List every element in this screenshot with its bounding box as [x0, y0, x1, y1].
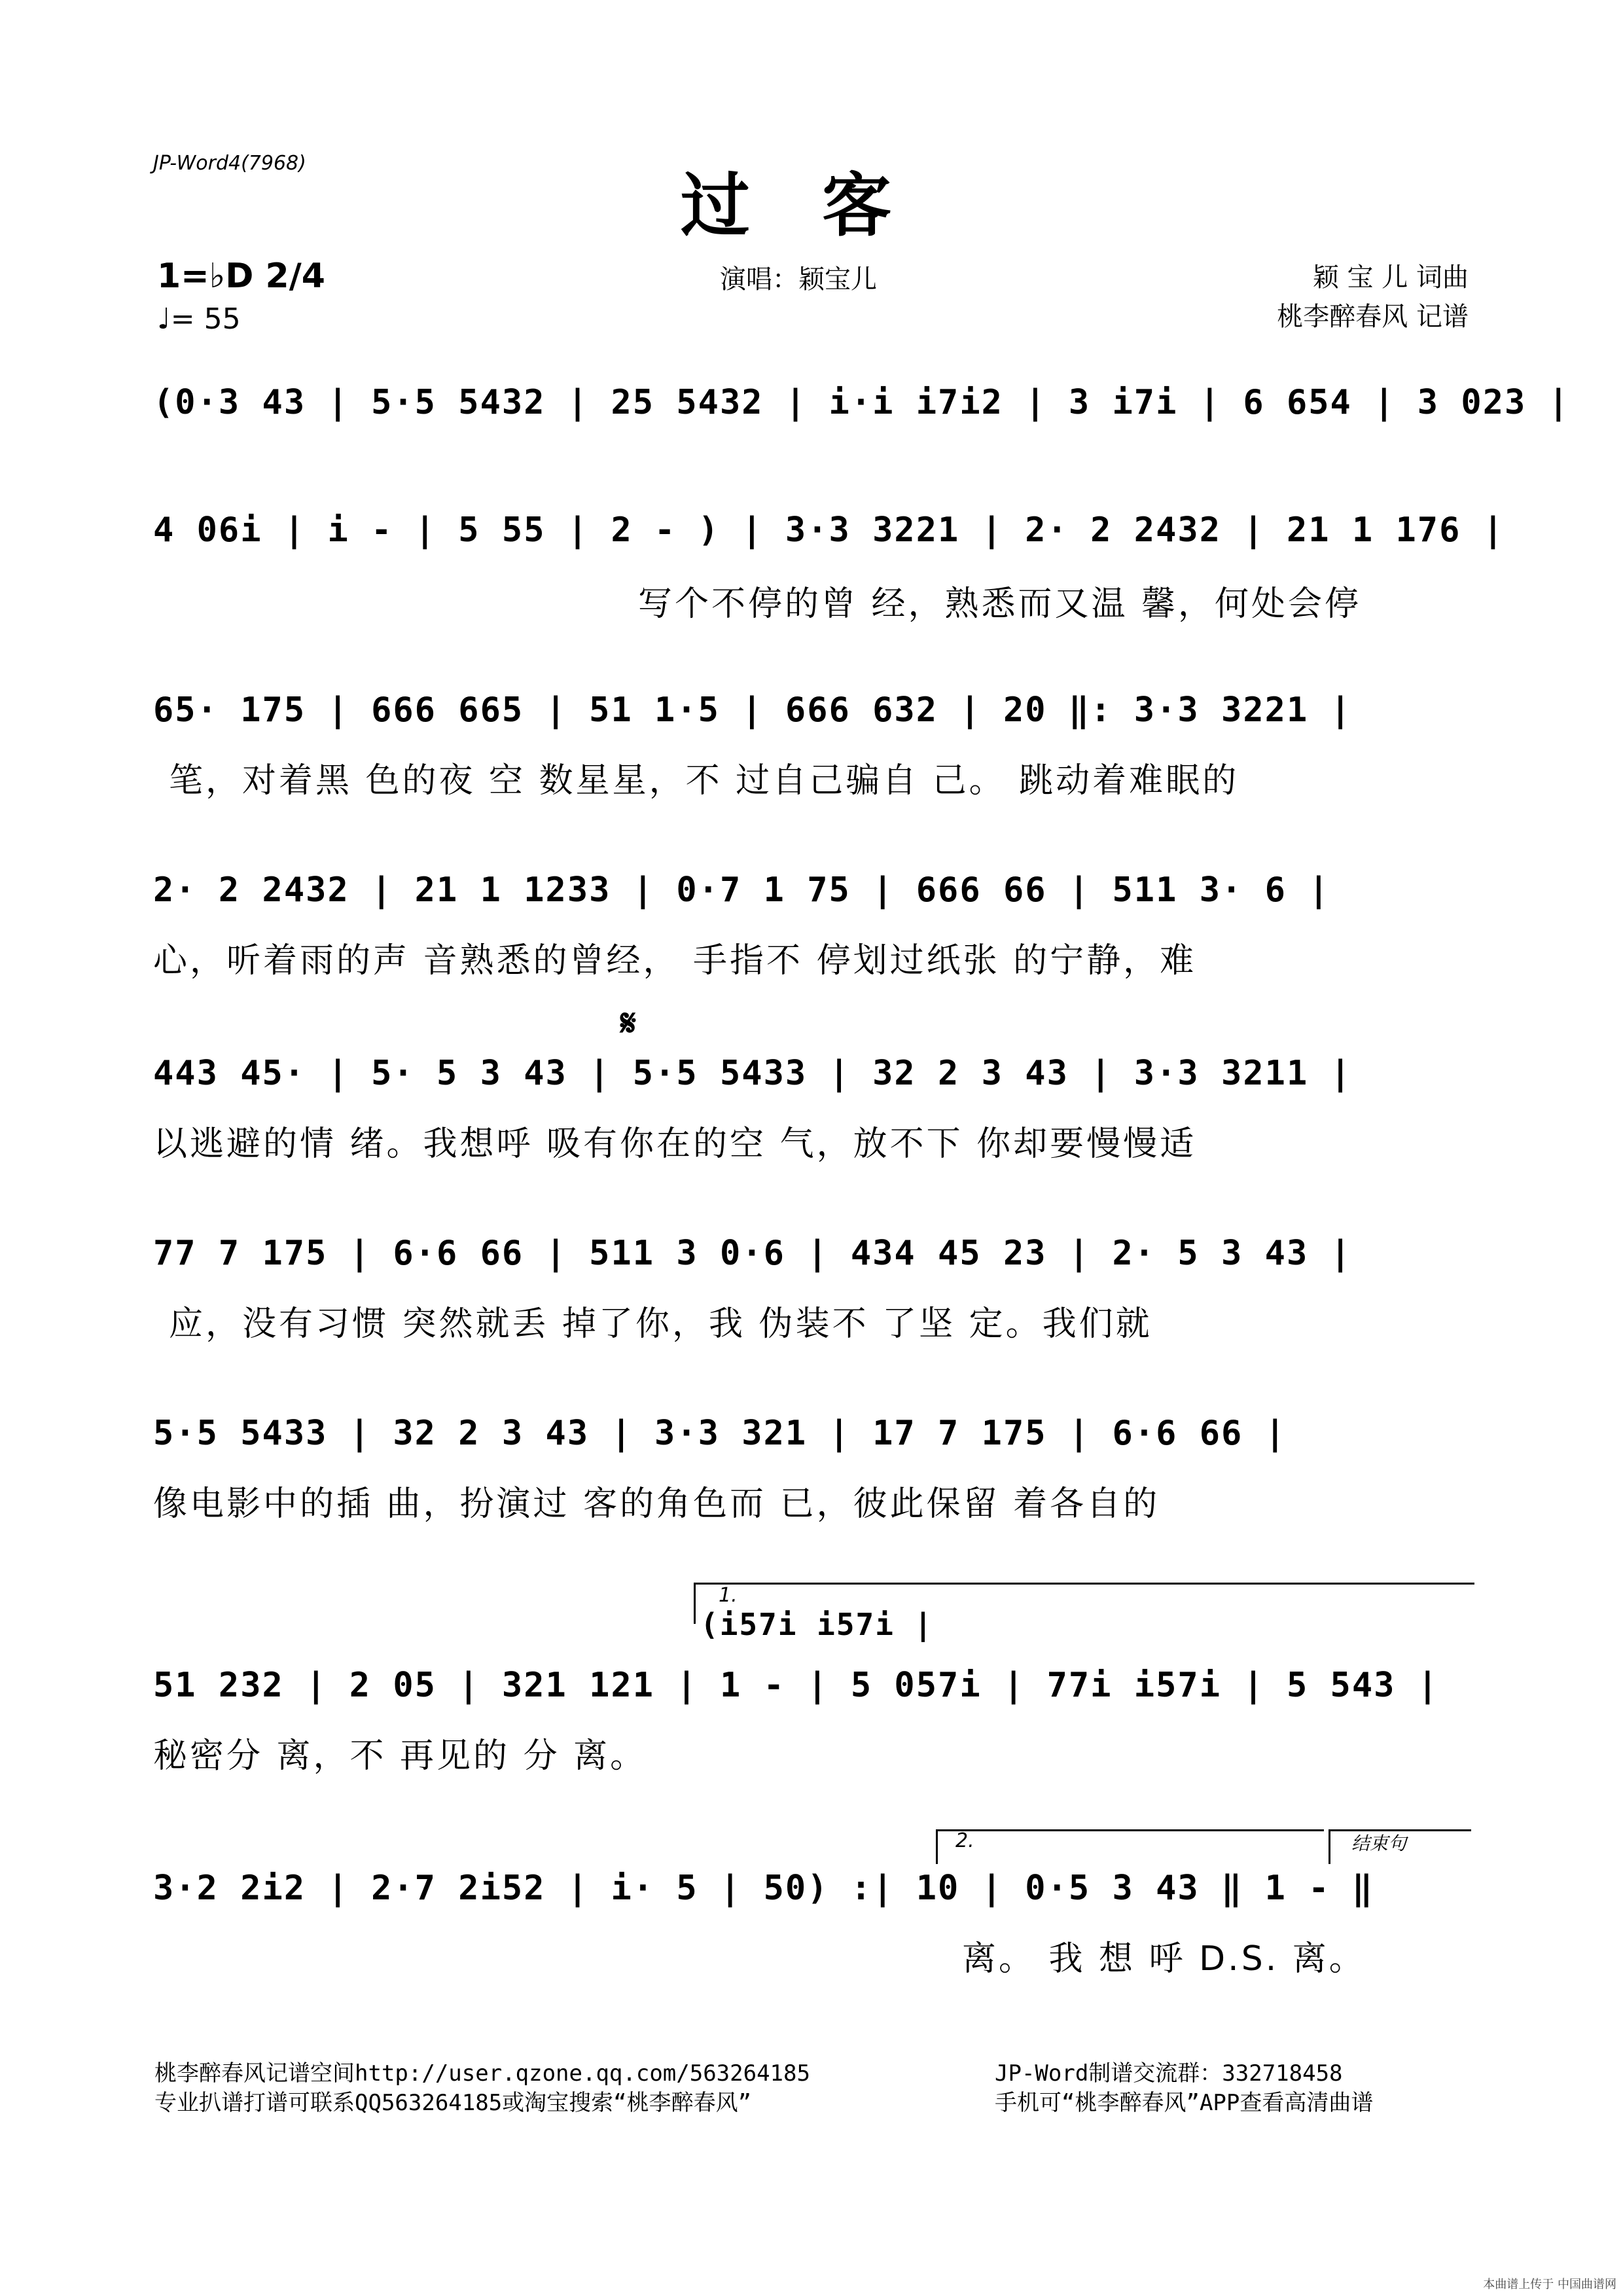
score-system-1: (0·3 43 | 5·5 5432 | 25 5432 | i·i i7i2 | 3 i7i | 6 654 | 3 023 |: [153, 383, 1570, 422]
key-signature: 1=♭D 2/4: [157, 257, 325, 296]
lyrics-line-4: 心，听着雨的声 音熟悉的曾经， 手指不 停划过纸张 的宁静，难: [153, 941, 1197, 980]
volta-2-label: 2.: [955, 1829, 974, 1852]
lyrics-line-5: 以逃避的情 绪。我想呼 吸有你在的空 气，放不下 你却要慢慢适: [153, 1124, 1197, 1164]
score-system-4: 2· 2 2432 | 21 1 1233 | 0·7 1 75 | 666 66 | 511 3· 6 |: [153, 870, 1330, 910]
ossia-line: (i57i i57i |: [700, 1607, 934, 1642]
score-system-7: 5·5 5433 | 32 2 3 43 | 3·3 321 | 17 7 175 | 6·6 66 |: [153, 1414, 1287, 1453]
segno-sign: 𝄋: [620, 1001, 637, 1045]
lyrics-line-8: 秘密分 离，不 再见的 分 离。: [153, 1736, 647, 1776]
footer-right-line2: 手机可“桃李醉春风”APP查看高清曲谱: [995, 2090, 1374, 2116]
lyrics-line-6: 应，没有习惯 突然就丢 掉了你，我 伪装不 了坚 定。我们就: [169, 1304, 1152, 1344]
footer-left-line1: 桃李醉春风记谱空间http://user.qzone.qq.com/563264185: [154, 2060, 810, 2087]
watermark-logo: 本曲谱上传于 中国曲谱网: [1483, 2278, 1616, 2291]
score-system-6: 77 7 175 | 6·6 66 | 511 3 0·6 | 434 45 23 | 2· 5 3 43 |: [153, 1234, 1352, 1273]
tempo-marking: ♩= 55: [157, 302, 241, 336]
footer-left-line2: 专业扒谱打谱可联系QQ563264185或淘宝搜索“桃李醉春风”: [154, 2090, 752, 2116]
score-system-9: 3·2 2i2 | 2·7 2i52 | i· 5 | 50) :| 10 | 0·5 3 43 ‖ 1 - ‖: [153, 1869, 1374, 1908]
software-label: JP-Word4(7968): [153, 152, 306, 175]
score-system-5: 443 45· | 5· 5 3 43 | 5·5 5433 | 32 2 3 43 | 3·3 3211 |: [153, 1054, 1352, 1093]
lyrics-line-3: 笔，对着黑 色的夜 空 数星星，不 过自己骗自 己。 跳动着难眠的: [169, 761, 1240, 800]
score-system-3: 65· 175 | 666 665 | 51 1·5 | 666 632 | 20 ‖: 3·3 3221 |: [153, 691, 1352, 730]
singer-credit: 演唱：颖宝儿: [720, 264, 877, 295]
volta-1-label: 1.: [719, 1584, 738, 1607]
transcriber-credit: 桃李醉春风 记谱: [1277, 302, 1469, 332]
lyrics-line-7: 像电影中的插 曲，扮演过 客的角色而 已，彼此保留 着各自的: [153, 1484, 1160, 1524]
lyrics-line-2: 写个不停的曾 经，熟悉而又温 馨，何处会停: [638, 584, 1362, 624]
lyrics-line-9: 离。 我 想 呼 D.S. 离。: [962, 1939, 1366, 1979]
coda-label: 结束句: [1351, 1833, 1407, 1854]
score-system-2: 4 06i | i - | 5 55 | 2 - ) | 3·3 3221 | 2· 2 2432 | 21 1 176 |: [153, 511, 1505, 550]
lyricist-composer-credit: 颖 宝 儿 词曲: [1312, 262, 1469, 293]
page-title: 过客: [681, 164, 963, 246]
volta-bracket-2: [936, 1829, 1324, 1864]
score-system-8: 51 232 | 2 05 | 321 121 | 1 - | 5 057i | 77i i57i | 5 543 |: [153, 1666, 1440, 1705]
footer-right-line1: JP-Word制谱交流群：332718458: [995, 2060, 1343, 2087]
